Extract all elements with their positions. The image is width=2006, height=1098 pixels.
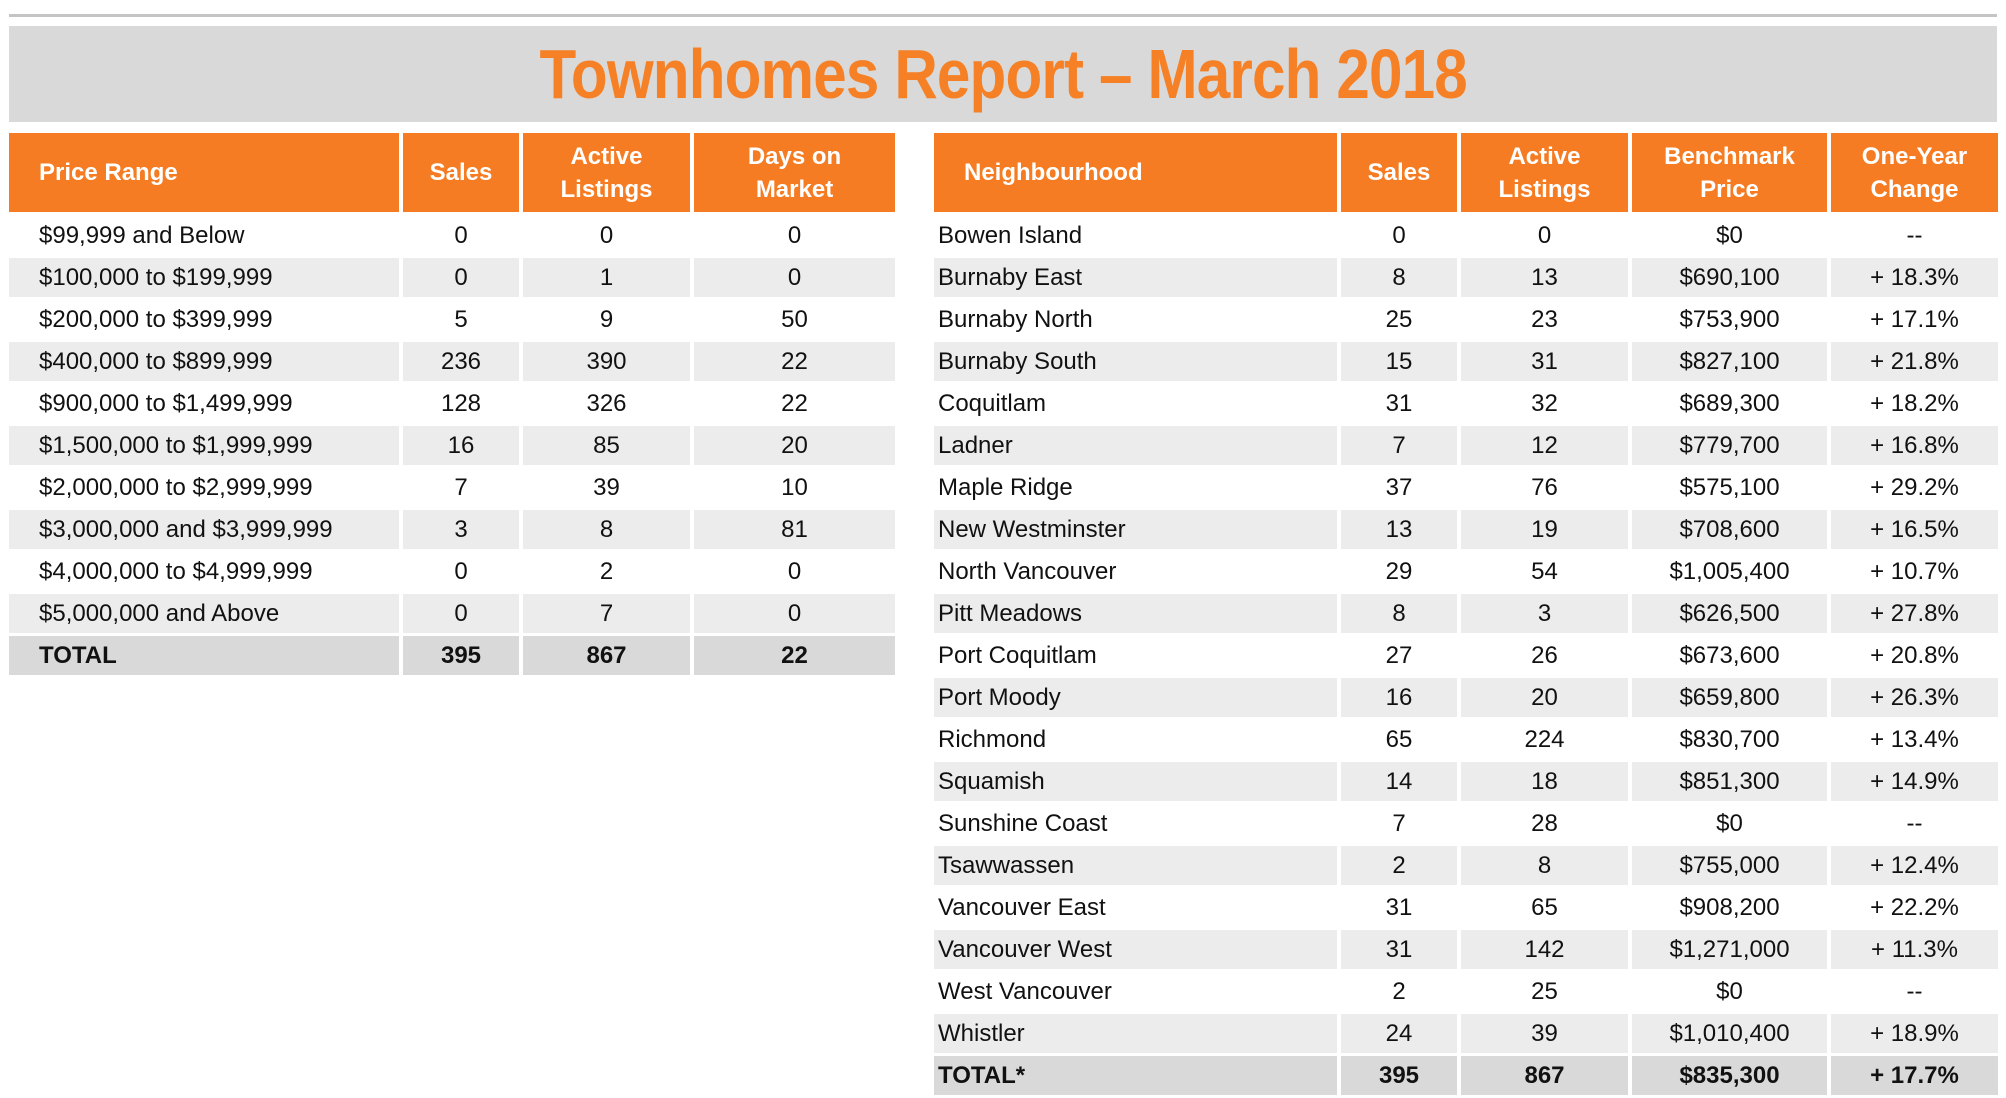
table-cell: $100,000 to $199,999 bbox=[9, 258, 403, 300]
table-cell: $3,000,000 and $3,999,999 bbox=[9, 510, 403, 552]
table-row bbox=[9, 342, 895, 384]
table-cell: $659,800 bbox=[1632, 678, 1831, 720]
table-cell: 0 bbox=[694, 258, 895, 300]
table-row bbox=[934, 846, 1998, 888]
table-cell: 8 bbox=[1461, 846, 1632, 888]
table-cell: + 17.1% bbox=[1831, 300, 1998, 342]
neighbourhood-column-header bbox=[1831, 133, 1998, 216]
table-row bbox=[934, 552, 1998, 594]
price-range-table-body bbox=[9, 216, 895, 678]
header-label-line-1: Active bbox=[1508, 142, 1581, 170]
total-cell: 22 bbox=[694, 636, 895, 678]
table-cell: Sunshine Coast bbox=[934, 804, 1341, 846]
table-row bbox=[934, 804, 1998, 846]
table-cell: 76 bbox=[1461, 468, 1632, 510]
table-cell: Bowen Island bbox=[934, 216, 1341, 258]
table-cell: Coquitlam bbox=[934, 384, 1341, 426]
table-cell: 7 bbox=[1341, 804, 1461, 846]
table-cell: 128 bbox=[403, 384, 523, 426]
total-cell: + 17.7% bbox=[1831, 1056, 1998, 1098]
table-cell: New Westminster bbox=[934, 510, 1341, 552]
header-label-line-1: Benchmark bbox=[1664, 142, 1795, 170]
table-row bbox=[934, 300, 1998, 342]
table-row bbox=[9, 594, 895, 636]
table-row bbox=[934, 510, 1998, 552]
table-cell: $900,000 to $1,499,999 bbox=[9, 384, 403, 426]
table-cell: $1,005,400 bbox=[1632, 552, 1831, 594]
table-cell: 31 bbox=[1341, 384, 1461, 426]
table-cell: 2 bbox=[523, 552, 694, 594]
table-cell: $400,000 to $899,999 bbox=[9, 342, 403, 384]
table-cell: 14 bbox=[1341, 762, 1461, 804]
table-cell: $1,271,000 bbox=[1632, 930, 1831, 972]
table-row bbox=[934, 636, 1998, 678]
table-cell: Tsawwassen bbox=[934, 846, 1341, 888]
table-cell: + 18.2% bbox=[1831, 384, 1998, 426]
table-cell: + 18.9% bbox=[1831, 1014, 1998, 1056]
table-cell: 5 bbox=[403, 300, 523, 342]
table-cell: 26 bbox=[1461, 636, 1632, 678]
table-row bbox=[9, 216, 895, 258]
table-cell: North Vancouver bbox=[934, 552, 1341, 594]
table-cell: + 14.9% bbox=[1831, 762, 1998, 804]
neighbourhood-column-header bbox=[1632, 133, 1831, 216]
table-row bbox=[934, 258, 1998, 300]
table-cell: 31 bbox=[1341, 930, 1461, 972]
total-cell: TOTAL* bbox=[934, 1056, 1341, 1098]
table-cell: 2 bbox=[1341, 972, 1461, 1014]
table-cell: -- bbox=[1831, 804, 1998, 846]
table-cell: $0 bbox=[1632, 972, 1831, 1014]
table-cell: $830,700 bbox=[1632, 720, 1831, 762]
table-cell: $626,500 bbox=[1632, 594, 1831, 636]
table-cell: 8 bbox=[1341, 594, 1461, 636]
table-row bbox=[934, 594, 1998, 636]
table-cell: 20 bbox=[1461, 678, 1632, 720]
table-cell: 2 bbox=[1341, 846, 1461, 888]
table-row bbox=[934, 888, 1998, 930]
table-row bbox=[9, 510, 895, 552]
header-label-line-2: Listings bbox=[1498, 175, 1591, 203]
table-cell: 31 bbox=[1461, 342, 1632, 384]
price-range-table bbox=[9, 133, 895, 678]
table-cell: 13 bbox=[1461, 258, 1632, 300]
table-cell: Pitt Meadows bbox=[934, 594, 1341, 636]
table-cell: $673,600 bbox=[1632, 636, 1831, 678]
table-cell: 31 bbox=[1341, 888, 1461, 930]
table-cell: -- bbox=[1831, 972, 1998, 1014]
table-cell: 27 bbox=[1341, 636, 1461, 678]
table-cell: + 21.8% bbox=[1831, 342, 1998, 384]
table-cell: 1 bbox=[523, 258, 694, 300]
header-label-line-2: Change bbox=[1870, 175, 1959, 203]
table-cell: 390 bbox=[523, 342, 694, 384]
table-cell: 16 bbox=[1341, 678, 1461, 720]
neighbourhood-column-header bbox=[1341, 133, 1461, 216]
table-cell: Maple Ridge bbox=[934, 468, 1341, 510]
table-cell: 65 bbox=[1341, 720, 1461, 762]
table-cell: 15 bbox=[1341, 342, 1461, 384]
table-cell: 8 bbox=[1341, 258, 1461, 300]
table-cell: $753,900 bbox=[1632, 300, 1831, 342]
header-label-line-1: One-Year bbox=[1861, 142, 1968, 170]
table-cell: $1,010,400 bbox=[1632, 1014, 1831, 1056]
table-cell: + 16.5% bbox=[1831, 510, 1998, 552]
total-cell: TOTAL bbox=[9, 636, 403, 678]
total-cell: 395 bbox=[1341, 1056, 1461, 1098]
table-cell: $690,100 bbox=[1632, 258, 1831, 300]
table-cell: West Vancouver bbox=[934, 972, 1341, 1014]
table-cell: 25 bbox=[1341, 300, 1461, 342]
top-rule bbox=[9, 14, 1997, 17]
table-cell: + 27.8% bbox=[1831, 594, 1998, 636]
table-cell: 25 bbox=[1461, 972, 1632, 1014]
neighbourhood-table-header bbox=[934, 133, 1998, 216]
table-cell: + 26.3% bbox=[1831, 678, 1998, 720]
header-label-line-1: Active bbox=[570, 142, 643, 170]
table-cell: 24 bbox=[1341, 1014, 1461, 1056]
table-cell: + 13.4% bbox=[1831, 720, 1998, 762]
header-label-line-2: Price bbox=[1700, 175, 1759, 203]
price-range-column-header bbox=[403, 133, 523, 216]
price-range-header-row bbox=[9, 133, 895, 216]
table-row bbox=[9, 552, 895, 594]
table-cell: 65 bbox=[1461, 888, 1632, 930]
table-cell: 236 bbox=[403, 342, 523, 384]
table-cell: Whistler bbox=[934, 1014, 1341, 1056]
report-banner bbox=[9, 26, 1997, 122]
table-cell: 326 bbox=[523, 384, 694, 426]
table-cell: 7 bbox=[403, 468, 523, 510]
table-cell: $827,100 bbox=[1632, 342, 1831, 384]
table-cell: 0 bbox=[1461, 216, 1632, 258]
table-cell: 28 bbox=[1461, 804, 1632, 846]
neighbourhood-column-header bbox=[1461, 133, 1632, 216]
table-cell: Vancouver West bbox=[934, 930, 1341, 972]
table-cell: 19 bbox=[1461, 510, 1632, 552]
table-cell: $4,000,000 to $4,999,999 bbox=[9, 552, 403, 594]
table-cell: Port Moody bbox=[934, 678, 1341, 720]
price-range-column-header bbox=[9, 133, 403, 216]
table-cell: 0 bbox=[403, 594, 523, 636]
table-row bbox=[934, 972, 1998, 1014]
table-cell: Ladner bbox=[934, 426, 1341, 468]
table-cell: 18 bbox=[1461, 762, 1632, 804]
total-cell: 395 bbox=[403, 636, 523, 678]
table-cell: $5,000,000 and Above bbox=[9, 594, 403, 636]
table-cell: 0 bbox=[694, 552, 895, 594]
table-cell: 9 bbox=[523, 300, 694, 342]
table-cell: 32 bbox=[1461, 384, 1632, 426]
table-cell: 142 bbox=[1461, 930, 1632, 972]
table-row bbox=[9, 300, 895, 342]
table-cell: + 12.4% bbox=[1831, 846, 1998, 888]
table-cell: $689,300 bbox=[1632, 384, 1831, 426]
table-row bbox=[934, 678, 1998, 720]
table-row bbox=[934, 468, 1998, 510]
header-label-line-1: Neighbourhood bbox=[964, 159, 1143, 186]
table-cell: Burnaby East bbox=[934, 258, 1341, 300]
table-row bbox=[934, 426, 1998, 468]
table-cell: 54 bbox=[1461, 552, 1632, 594]
table-row bbox=[934, 342, 1998, 384]
table-row bbox=[934, 720, 1998, 762]
table-cell: $851,300 bbox=[1632, 762, 1831, 804]
table-cell: 23 bbox=[1461, 300, 1632, 342]
table-cell: 39 bbox=[1461, 1014, 1632, 1056]
table-cell: 0 bbox=[523, 216, 694, 258]
table-cell: 0 bbox=[403, 216, 523, 258]
table-cell: $2,000,000 to $2,999,999 bbox=[9, 468, 403, 510]
table-row bbox=[934, 762, 1998, 804]
table-cell: Burnaby South bbox=[934, 342, 1341, 384]
table-cell: + 11.3% bbox=[1831, 930, 1998, 972]
table-cell: + 22.2% bbox=[1831, 888, 1998, 930]
neighbourhood-table bbox=[934, 133, 1998, 1098]
table-cell: Burnaby North bbox=[934, 300, 1341, 342]
table-cell: Vancouver East bbox=[934, 888, 1341, 930]
price-range-table-header bbox=[9, 133, 895, 216]
header-label-line-2: Market bbox=[755, 175, 834, 203]
table-cell: 8 bbox=[523, 510, 694, 552]
header-label-line-1: Sales bbox=[429, 159, 493, 186]
table-cell: $755,000 bbox=[1632, 846, 1831, 888]
table-cell: 0 bbox=[694, 216, 895, 258]
table-cell: Richmond bbox=[934, 720, 1341, 762]
table-cell: 7 bbox=[1341, 426, 1461, 468]
table-cell: + 18.3% bbox=[1831, 258, 1998, 300]
table-cell: 3 bbox=[1461, 594, 1632, 636]
table-cell: + 16.8% bbox=[1831, 426, 1998, 468]
table-row bbox=[9, 384, 895, 426]
table-cell: $779,700 bbox=[1632, 426, 1831, 468]
total-row bbox=[934, 1056, 1998, 1098]
neighbourhood-table-body bbox=[934, 216, 1998, 1098]
table-cell: + 10.7% bbox=[1831, 552, 1998, 594]
table-cell: Squamish bbox=[934, 762, 1341, 804]
table-cell: 85 bbox=[523, 426, 694, 468]
table-cell: 13 bbox=[1341, 510, 1461, 552]
total-cell: 867 bbox=[523, 636, 694, 678]
table-cell: $200,000 to $399,999 bbox=[9, 300, 403, 342]
table-cell: 12 bbox=[1461, 426, 1632, 468]
total-cell: 867 bbox=[1461, 1056, 1632, 1098]
table-cell: 29 bbox=[1341, 552, 1461, 594]
table-cell: $575,100 bbox=[1632, 468, 1831, 510]
header-label-line-1: Price Range bbox=[39, 159, 178, 186]
table-cell: $908,200 bbox=[1632, 888, 1831, 930]
table-cell: 7 bbox=[523, 594, 694, 636]
table-cell: 0 bbox=[694, 594, 895, 636]
table-row bbox=[934, 384, 1998, 426]
neighbourhood-column-header bbox=[934, 133, 1341, 216]
table-row bbox=[934, 216, 1998, 258]
table-cell: 22 bbox=[694, 342, 895, 384]
table-cell: 0 bbox=[403, 552, 523, 594]
table-row bbox=[9, 426, 895, 468]
table-cell: $0 bbox=[1632, 804, 1831, 846]
table-cell: 20 bbox=[694, 426, 895, 468]
table-cell: 3 bbox=[403, 510, 523, 552]
table-cell: 0 bbox=[1341, 216, 1461, 258]
table-cell: $99,999 and Below bbox=[9, 216, 403, 258]
table-cell: 22 bbox=[694, 384, 895, 426]
report-title: Townhomes Report – March 2018 bbox=[539, 35, 1467, 113]
table-row bbox=[934, 930, 1998, 972]
header-label-line-1: Days on bbox=[747, 142, 842, 170]
price-range-column-header bbox=[523, 133, 694, 216]
table-cell: 81 bbox=[694, 510, 895, 552]
table-cell: 37 bbox=[1341, 468, 1461, 510]
table-cell: $0 bbox=[1632, 216, 1831, 258]
table-row bbox=[9, 258, 895, 300]
table-cell: 50 bbox=[694, 300, 895, 342]
table-cell: 0 bbox=[403, 258, 523, 300]
table-cell: 10 bbox=[694, 468, 895, 510]
table-cell: 224 bbox=[1461, 720, 1632, 762]
neighbourhood-header-row bbox=[934, 133, 1998, 216]
table-cell: + 20.8% bbox=[1831, 636, 1998, 678]
table-cell: + 29.2% bbox=[1831, 468, 1998, 510]
total-cell: $835,300 bbox=[1632, 1056, 1831, 1098]
table-cell: -- bbox=[1831, 216, 1998, 258]
table-cell: 39 bbox=[523, 468, 694, 510]
table-row bbox=[934, 1014, 1998, 1056]
price-range-column-header bbox=[694, 133, 895, 216]
table-cell: Port Coquitlam bbox=[934, 636, 1341, 678]
table-cell: $708,600 bbox=[1632, 510, 1831, 552]
total-row bbox=[9, 636, 895, 678]
header-label-line-2: Listings bbox=[560, 175, 653, 203]
table-cell: 16 bbox=[403, 426, 523, 468]
table-cell: $1,500,000 to $1,999,999 bbox=[9, 426, 403, 468]
header-label-line-1: Sales bbox=[1367, 159, 1431, 186]
table-row bbox=[9, 468, 895, 510]
